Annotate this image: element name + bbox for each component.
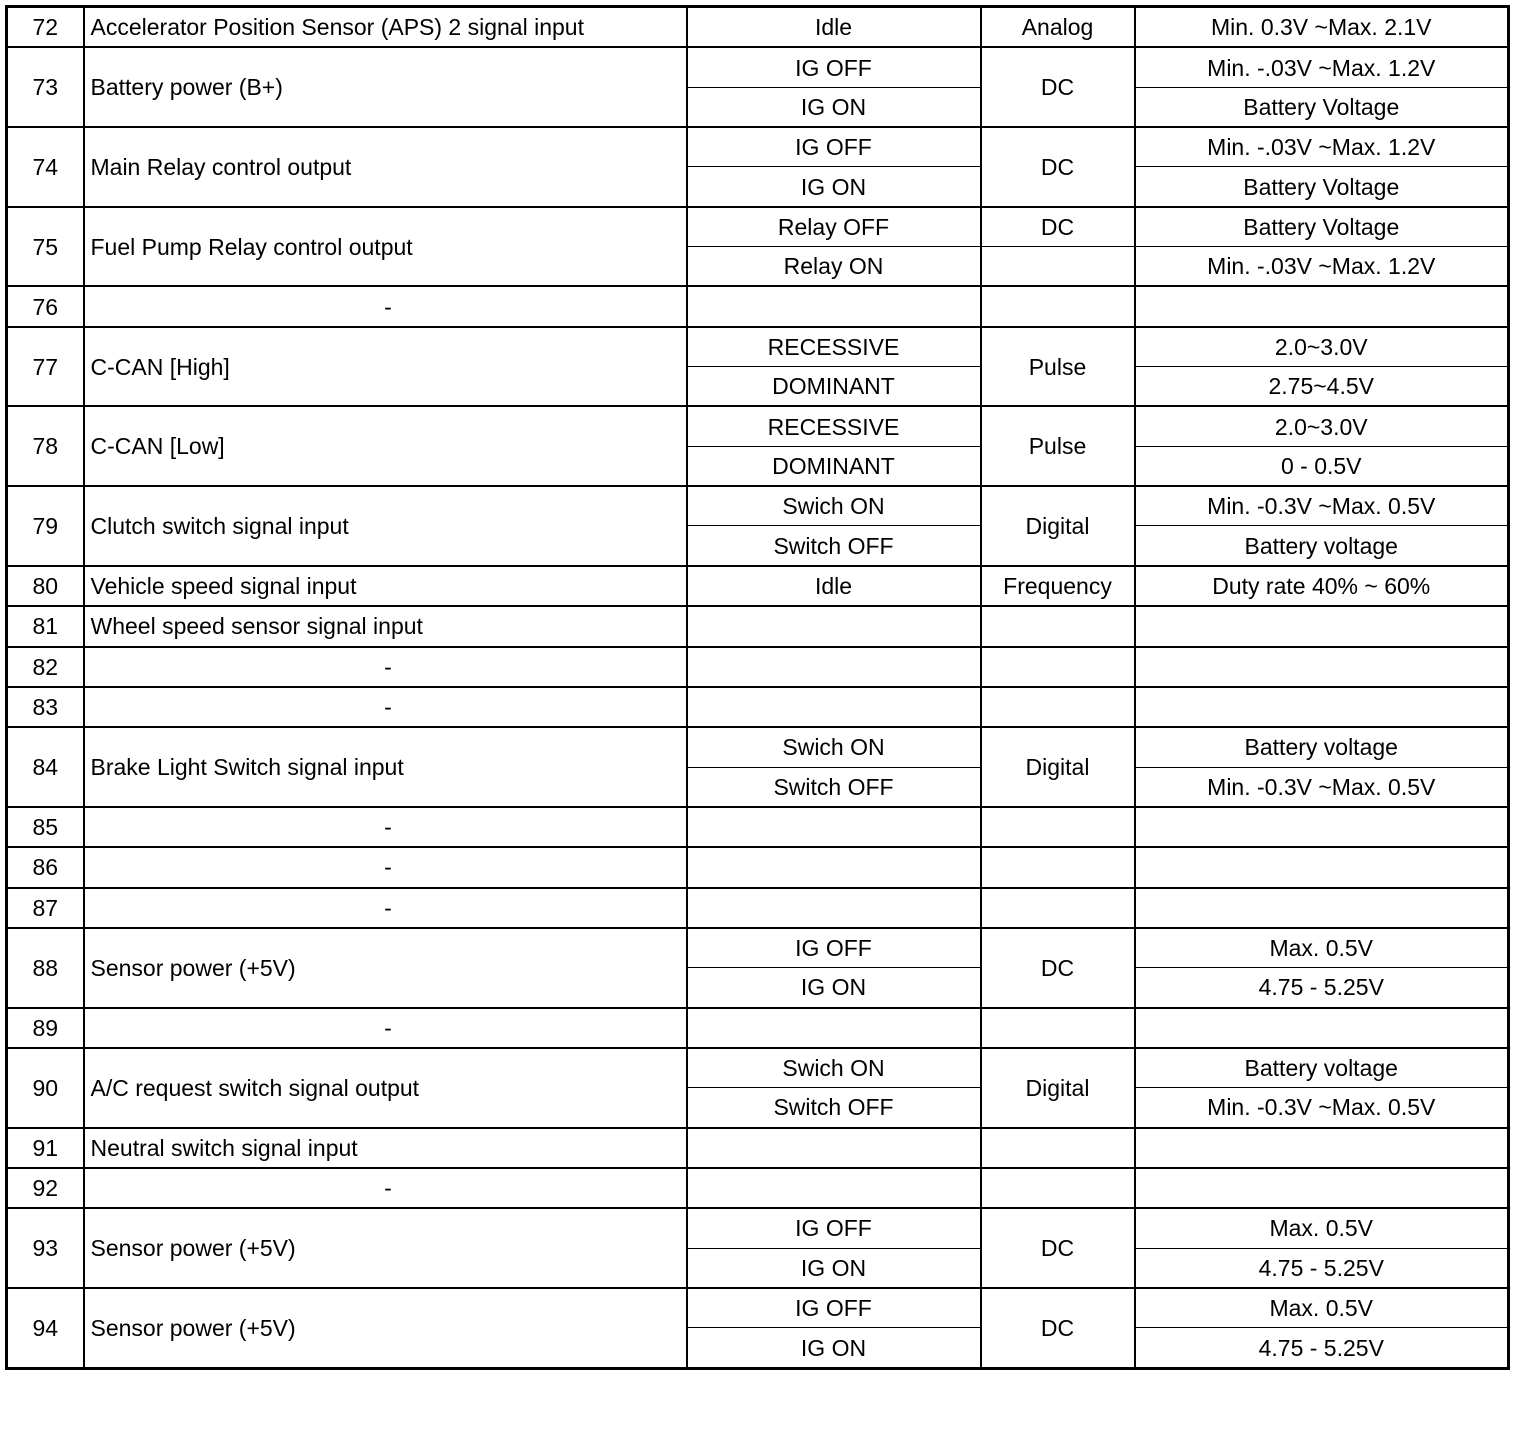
table-row [7, 888, 1509, 928]
signal-type-cell: Frequency [981, 566, 1135, 606]
signal-level-cell [1135, 606, 1509, 646]
signal-type-cell [981, 606, 1135, 646]
condition-cell: IG ON [687, 968, 981, 1008]
signal-type-cell: DC [981, 127, 1135, 207]
pin-description-cell: - [84, 286, 687, 326]
pin-number-cell: 75 [7, 207, 84, 287]
pin-number-cell: 91 [7, 1128, 84, 1168]
table-row [7, 1208, 1509, 1248]
table-row [7, 687, 1509, 727]
signal-level-cell: 2.0~3.0V [1135, 406, 1509, 446]
signal-level-cell: 0 - 0.5V [1135, 446, 1509, 486]
pin-number-cell: 83 [7, 687, 84, 727]
pin-number-cell: 77 [7, 327, 84, 407]
pin-description-cell: - [84, 807, 687, 847]
pin-description-cell: Sensor power (+5V) [84, 1288, 687, 1368]
condition-cell: IG ON [687, 87, 981, 127]
signal-level-cell: 4.75 - 5.25V [1135, 1248, 1509, 1288]
signal-type-cell [981, 1008, 1135, 1048]
signal-level-cell: Min. -.03V ~Max. 1.2V [1135, 127, 1509, 167]
condition-cell [687, 1128, 981, 1168]
pin-specification-table [5, 5, 1510, 1370]
condition-cell: Switch OFF [687, 526, 981, 566]
pin-number-cell: 86 [7, 847, 84, 887]
pin-description-cell: Sensor power (+5V) [84, 1208, 687, 1288]
condition-cell [687, 888, 981, 928]
condition-cell: Swich ON [687, 1048, 981, 1088]
table-row [7, 847, 1509, 887]
pin-number-cell: 89 [7, 1008, 84, 1048]
pin-number-cell: 81 [7, 606, 84, 646]
condition-cell: IG ON [687, 1248, 981, 1288]
condition-cell: Switch OFF [687, 767, 981, 807]
condition-cell: IG OFF [687, 127, 981, 167]
signal-level-cell: Battery Voltage [1135, 207, 1509, 247]
signal-level-cell: Min. -.03V ~Max. 1.2V [1135, 247, 1509, 287]
condition-cell: IG ON [687, 1328, 981, 1368]
signal-type-cell: DC [981, 928, 1135, 1008]
table-row [7, 127, 1509, 167]
pin-description-cell: A/C request switch signal output [84, 1048, 687, 1128]
signal-type-cell: DC [981, 1208, 1135, 1288]
pin-number-cell: 73 [7, 47, 84, 127]
table-row [7, 286, 1509, 326]
condition-cell [687, 1168, 981, 1208]
signal-type-cell [981, 286, 1135, 326]
pin-number-cell: 76 [7, 286, 84, 326]
pin-description-cell: Vehicle speed signal input [84, 566, 687, 606]
table-row [7, 486, 1509, 526]
signal-type-cell [981, 888, 1135, 928]
pin-number-cell: 88 [7, 928, 84, 1008]
signal-level-cell [1135, 286, 1509, 326]
table-row [7, 928, 1509, 968]
condition-cell [687, 286, 981, 326]
pin-number-cell: 82 [7, 647, 84, 687]
pin-description-cell: - [84, 687, 687, 727]
signal-level-cell: 4.75 - 5.25V [1135, 968, 1509, 1008]
pin-description-cell: - [84, 888, 687, 928]
pin-table-body [7, 7, 1509, 1369]
pin-number-cell: 79 [7, 486, 84, 566]
signal-level-cell: 4.75 - 5.25V [1135, 1328, 1509, 1368]
pin-description-cell: Main Relay control output [84, 127, 687, 207]
pin-number-cell: 74 [7, 127, 84, 207]
table-row [7, 7, 1509, 48]
table-row [7, 1288, 1509, 1328]
pin-description-cell: Wheel speed sensor signal input [84, 606, 687, 646]
signal-level-cell: Min. -0.3V ~Max. 0.5V [1135, 1088, 1509, 1128]
pin-number-cell: 80 [7, 566, 84, 606]
condition-cell: Idle [687, 566, 981, 606]
signal-level-cell: Max. 0.5V [1135, 928, 1509, 968]
condition-cell [687, 606, 981, 646]
signal-level-cell [1135, 1128, 1509, 1168]
signal-level-cell [1135, 687, 1509, 727]
signal-type-cell: DC [981, 47, 1135, 127]
condition-cell: RECESSIVE [687, 406, 981, 446]
condition-cell [687, 807, 981, 847]
table-row [7, 327, 1509, 367]
pin-description-cell: - [84, 847, 687, 887]
pin-description-cell: Sensor power (+5V) [84, 928, 687, 1008]
condition-cell: IG OFF [687, 928, 981, 968]
pin-description-cell: C-CAN [High] [84, 327, 687, 407]
pin-description-cell: - [84, 1008, 687, 1048]
pin-number-cell: 93 [7, 1208, 84, 1288]
condition-cell: Idle [687, 7, 981, 48]
pin-description-cell: C-CAN [Low] [84, 406, 687, 486]
signal-level-cell: Min. -.03V ~Max. 1.2V [1135, 47, 1509, 87]
signal-level-cell: Min. -0.3V ~Max. 0.5V [1135, 486, 1509, 526]
signal-level-cell [1135, 807, 1509, 847]
table-row [7, 406, 1509, 446]
pin-description-cell: Fuel Pump Relay control output [84, 207, 687, 287]
signal-type-cell: Digital [981, 727, 1135, 807]
signal-type-cell [981, 1128, 1135, 1168]
pin-number-cell: 87 [7, 888, 84, 928]
signal-level-cell: Battery voltage [1135, 526, 1509, 566]
table-row [7, 566, 1509, 606]
signal-level-cell [1135, 1008, 1509, 1048]
signal-level-cell: Max. 0.5V [1135, 1208, 1509, 1248]
pin-number-cell: 92 [7, 1168, 84, 1208]
condition-cell: Switch OFF [687, 1088, 981, 1128]
pin-description-cell: - [84, 647, 687, 687]
signal-type-cell: Pulse [981, 406, 1135, 486]
signal-level-cell: Duty rate 40% ~ 60% [1135, 566, 1509, 606]
signal-type-cell: DC [981, 1288, 1135, 1368]
pin-description-cell: Neutral switch signal input [84, 1128, 687, 1168]
signal-level-cell [1135, 888, 1509, 928]
pin-number-cell: 72 [7, 7, 84, 48]
signal-type-cell: Digital [981, 486, 1135, 566]
signal-type-cell [981, 1168, 1135, 1208]
signal-level-cell: Max. 0.5V [1135, 1288, 1509, 1328]
signal-level-cell: Min. 0.3V ~Max. 2.1V [1135, 7, 1509, 48]
pin-number-cell: 94 [7, 1288, 84, 1368]
condition-cell: DOMINANT [687, 367, 981, 407]
signal-type-cell [981, 807, 1135, 847]
table-row [7, 647, 1509, 687]
signal-type-cell [981, 647, 1135, 687]
condition-cell: IG OFF [687, 47, 981, 87]
signal-level-cell: Battery Voltage [1135, 87, 1509, 127]
signal-level-cell: 2.75~4.5V [1135, 367, 1509, 407]
signal-level-cell: 2.0~3.0V [1135, 327, 1509, 367]
condition-cell: Swich ON [687, 486, 981, 526]
pin-description-cell: - [84, 1168, 687, 1208]
signal-level-cell: Battery voltage [1135, 1048, 1509, 1088]
pin-description-cell: Accelerator Position Sensor (APS) 2 signal input [84, 7, 687, 48]
condition-cell: IG OFF [687, 1288, 981, 1328]
pin-description-cell: Battery power (B+) [84, 47, 687, 127]
signal-type-cell: DC [981, 207, 1135, 247]
signal-level-cell [1135, 647, 1509, 687]
condition-cell [687, 1008, 981, 1048]
condition-cell: DOMINANT [687, 446, 981, 486]
table-row [7, 207, 1509, 247]
signal-level-cell: Battery voltage [1135, 727, 1509, 767]
table-row [7, 47, 1509, 87]
table-row [7, 1168, 1509, 1208]
signal-type-cell [981, 247, 1135, 287]
signal-type-cell: Analog [981, 7, 1135, 48]
condition-cell: Relay OFF [687, 207, 981, 247]
pin-number-cell: 84 [7, 727, 84, 807]
pin-description-cell: Brake Light Switch signal input [84, 727, 687, 807]
pin-number-cell: 78 [7, 406, 84, 486]
pin-description-cell: Clutch switch signal input [84, 486, 687, 566]
condition-cell: Relay ON [687, 247, 981, 287]
condition-cell [687, 647, 981, 687]
signal-level-cell [1135, 1168, 1509, 1208]
signal-type-cell [981, 687, 1135, 727]
signal-type-cell: Digital [981, 1048, 1135, 1128]
table-row [7, 807, 1509, 847]
signal-level-cell: Battery Voltage [1135, 167, 1509, 207]
condition-cell: IG ON [687, 167, 981, 207]
table-row [7, 1128, 1509, 1168]
condition-cell: RECESSIVE [687, 327, 981, 367]
pin-number-cell: 85 [7, 807, 84, 847]
table-row [7, 1048, 1509, 1088]
table-row [7, 727, 1509, 767]
table-row [7, 1008, 1509, 1048]
table-row [7, 606, 1509, 646]
condition-cell: IG OFF [687, 1208, 981, 1248]
signal-level-cell: Min. -0.3V ~Max. 0.5V [1135, 767, 1509, 807]
condition-cell [687, 687, 981, 727]
pin-number-cell: 90 [7, 1048, 84, 1128]
signal-type-cell: Pulse [981, 327, 1135, 407]
condition-cell [687, 847, 981, 887]
condition-cell: Swich ON [687, 727, 981, 767]
signal-level-cell [1135, 847, 1509, 887]
signal-type-cell [981, 847, 1135, 887]
